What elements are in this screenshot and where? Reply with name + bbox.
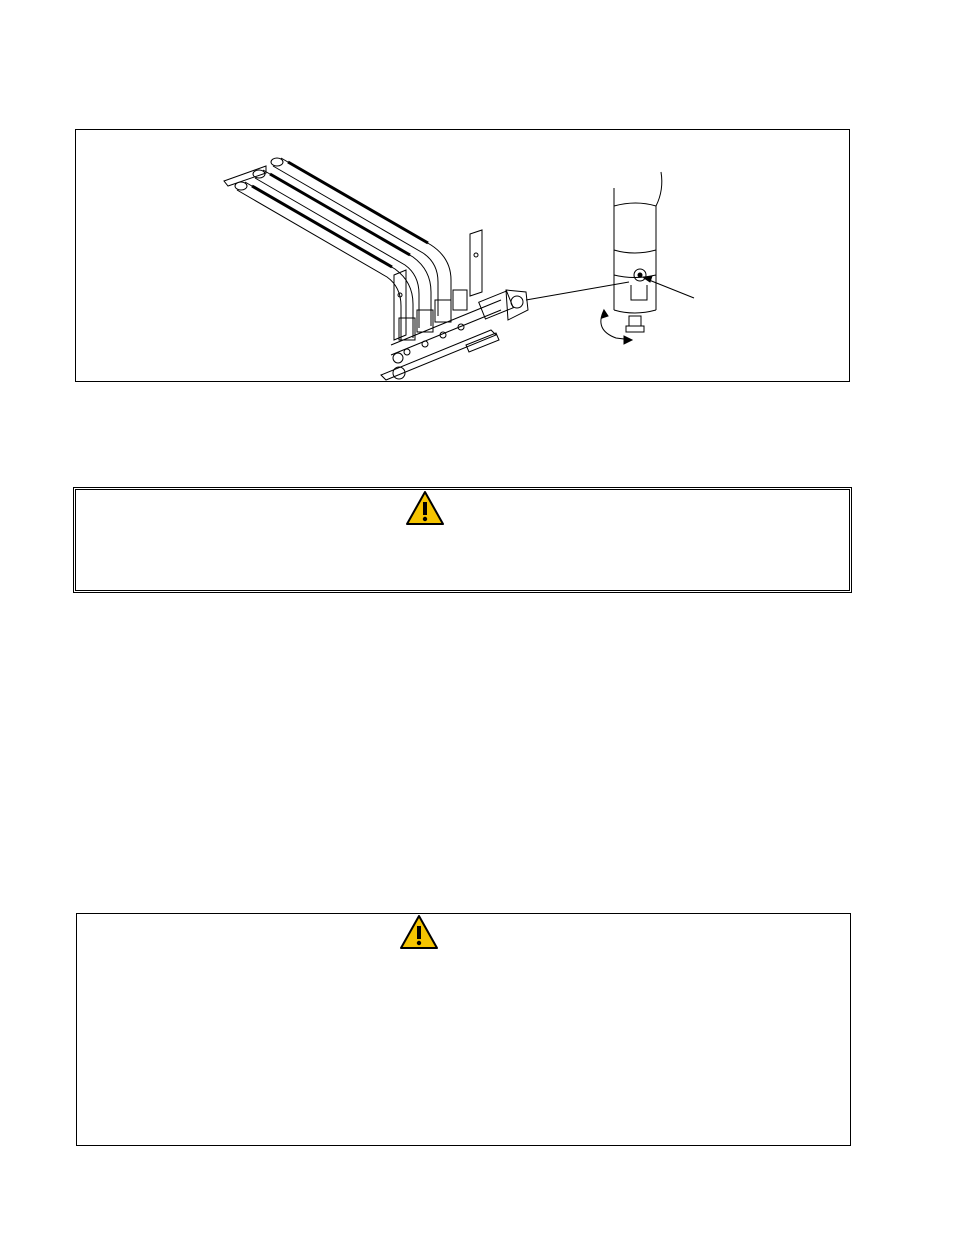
burner-detail-view	[601, 172, 694, 344]
warning-triangle-icon	[405, 490, 445, 526]
warning-box-2	[76, 913, 851, 1146]
burner-tube-1	[271, 158, 451, 316]
burner-assembly-illustration	[76, 130, 849, 381]
warning-box-1	[73, 487, 852, 593]
burner-assembly-figure	[75, 129, 850, 382]
warning-triangle-icon	[399, 914, 439, 950]
